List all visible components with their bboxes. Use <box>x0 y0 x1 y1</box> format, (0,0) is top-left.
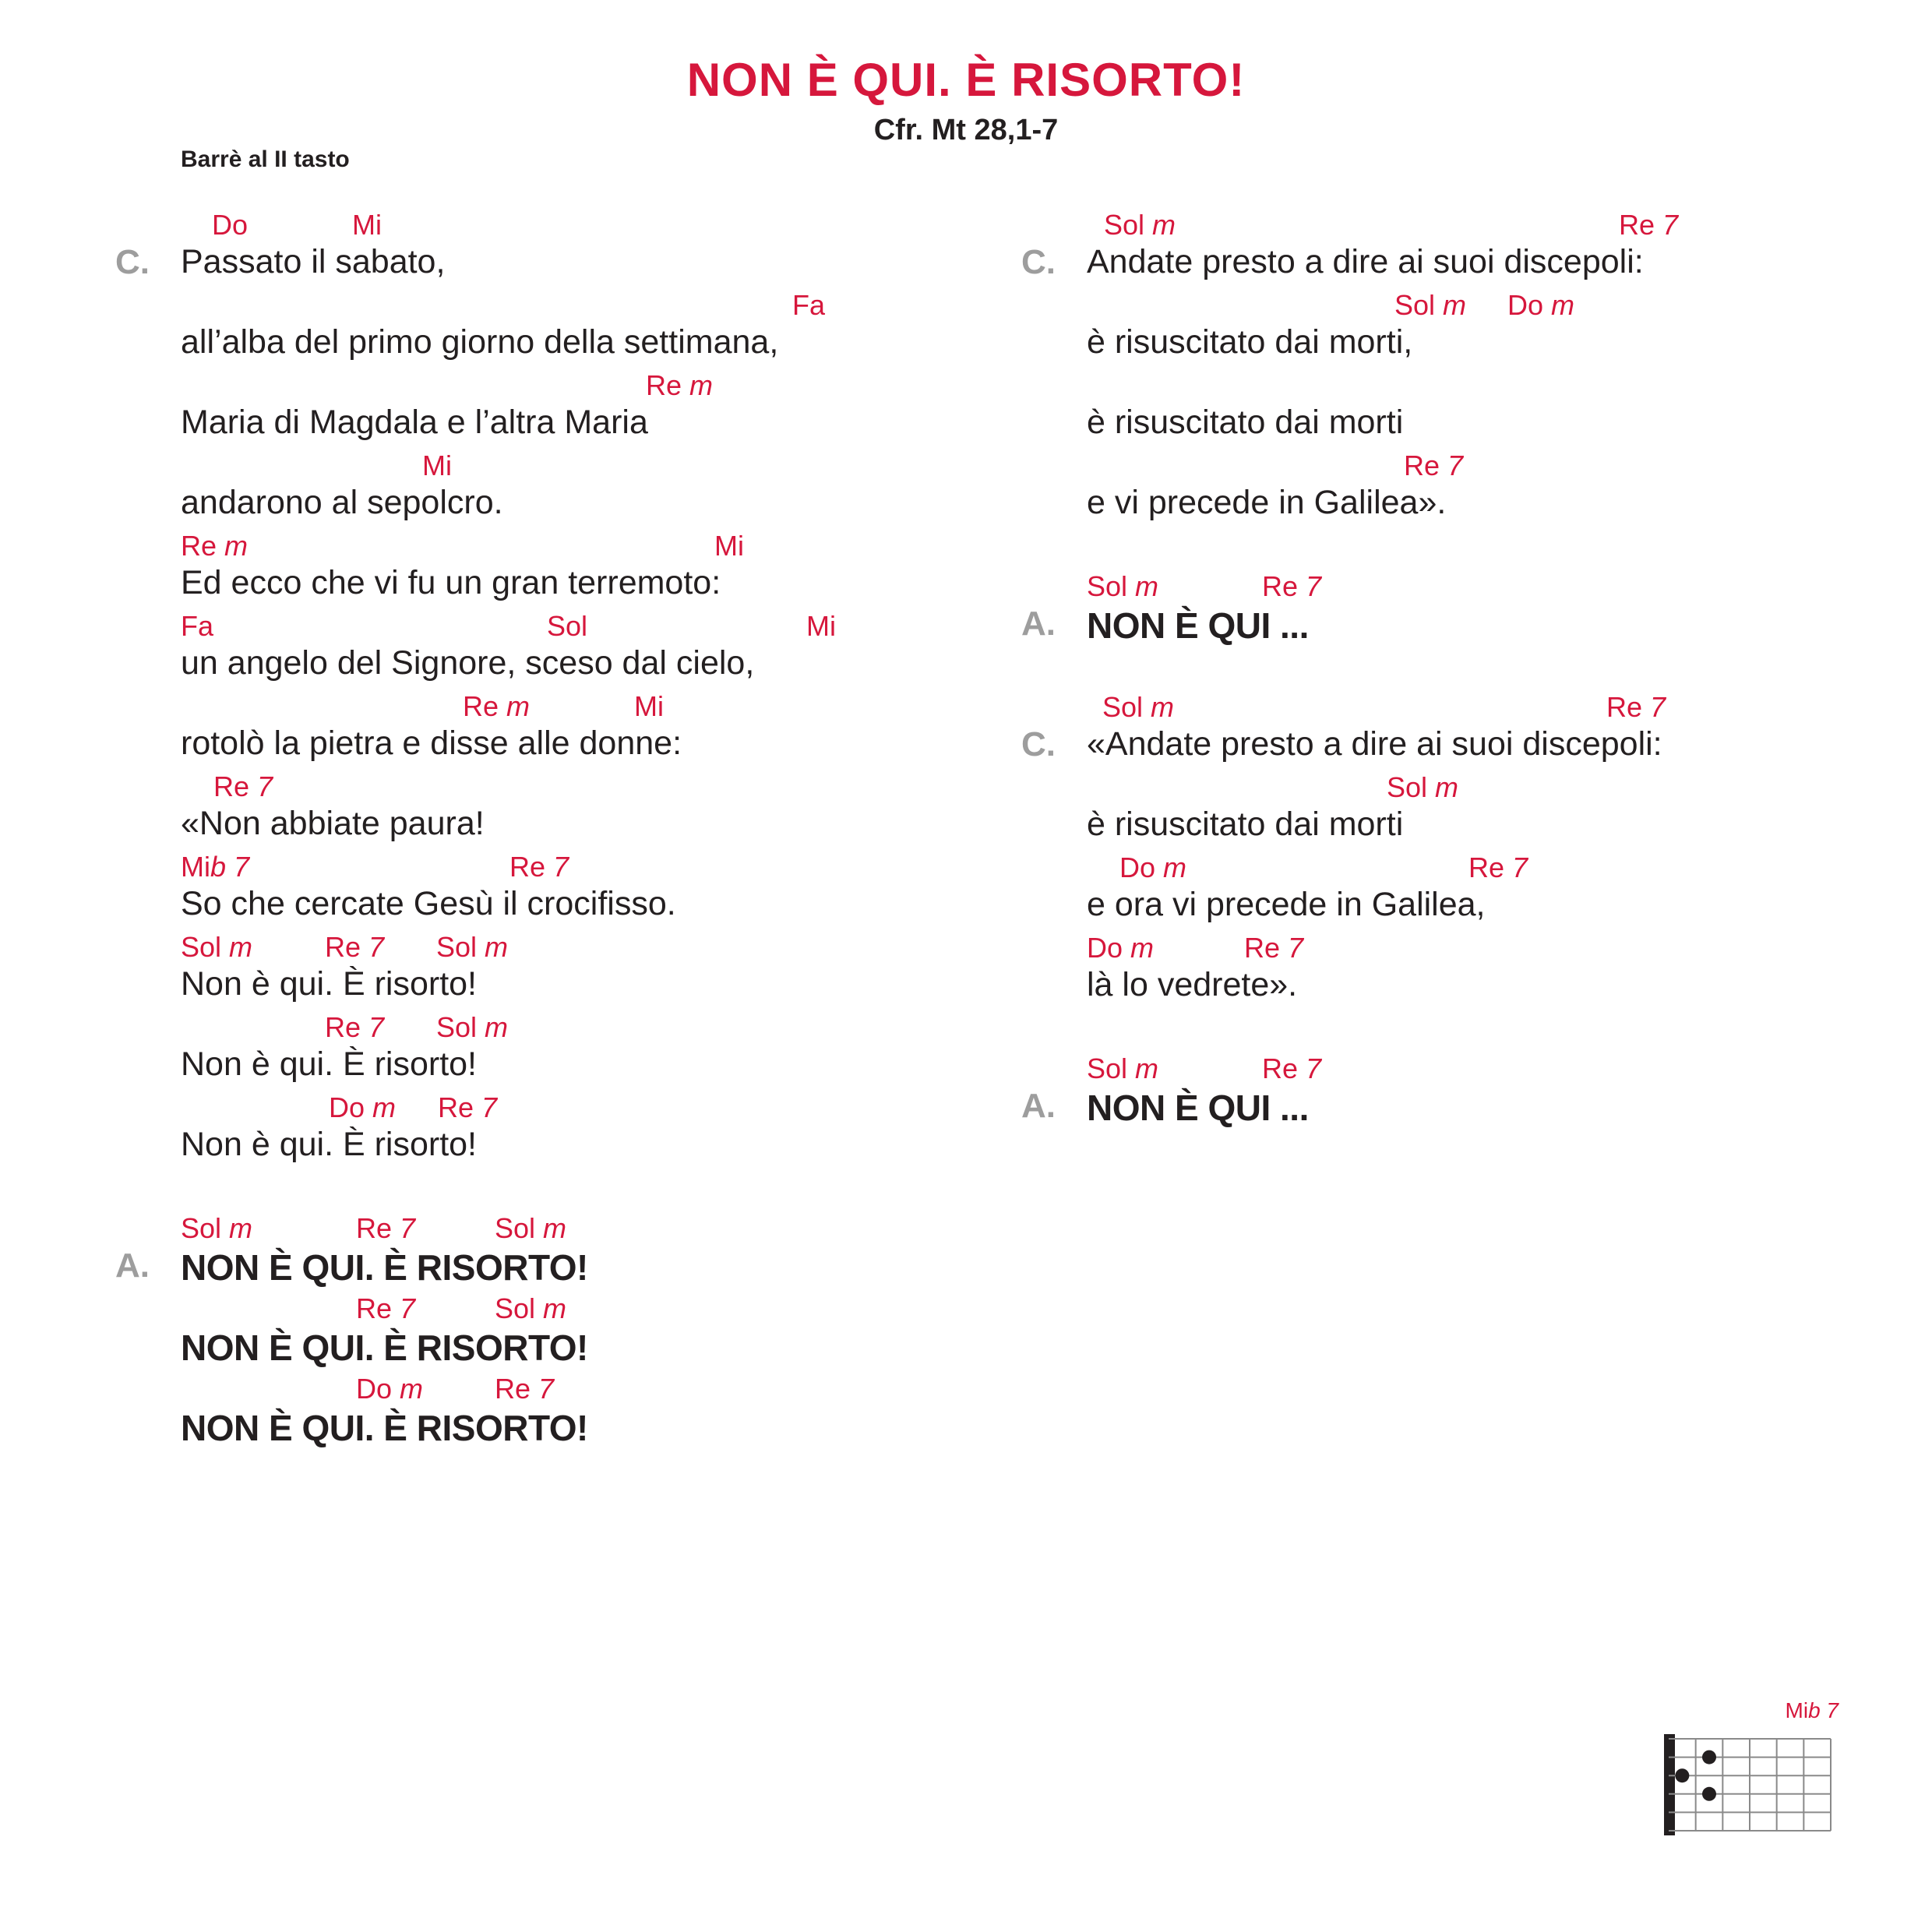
chord-quality: m <box>1435 771 1459 803</box>
cantor-lyric: «Non abbiate paura! <box>181 805 485 842</box>
diagram-finger-dot <box>1702 1750 1716 1765</box>
chord-symbol <box>1102 691 1174 724</box>
chord-symbol <box>356 1373 423 1405</box>
assembly-marker: A. <box>1021 1087 1056 1125</box>
chord-root: Mi <box>806 610 836 642</box>
chord-root: Mi <box>714 530 744 562</box>
chord-root: Mi <box>422 450 452 481</box>
chord-quality: 7 <box>481 1091 498 1123</box>
diagram-finger-dot <box>1702 1787 1716 1801</box>
chord-quality: 7 <box>400 1212 416 1244</box>
chord-root: Re <box>1619 209 1663 241</box>
chord-symbol <box>1087 932 1154 964</box>
chord-root: Re <box>646 369 690 401</box>
chord-symbol <box>1619 209 1678 242</box>
chord-symbol <box>181 1212 252 1245</box>
chord-symbol <box>436 1011 508 1044</box>
chord-root: Do <box>329 1091 373 1123</box>
chord-symbol <box>547 610 587 643</box>
chord-quality: m <box>224 530 249 562</box>
chord-quality: m <box>1152 209 1176 241</box>
chord-root: Re <box>213 770 258 802</box>
cantor-lyric: è risuscitato dai morti <box>1087 404 1404 441</box>
chord-symbol <box>1087 1052 1158 1085</box>
chord-symbol <box>352 209 382 242</box>
chord-quality: m <box>1443 289 1467 321</box>
chord-quality: 7 <box>1662 209 1679 241</box>
chord-symbol <box>325 1011 384 1044</box>
chord-symbol <box>1606 691 1666 724</box>
chord-root: Sol <box>436 931 485 963</box>
chord-symbol <box>436 931 508 964</box>
chord-symbol <box>1394 289 1466 322</box>
chord-root: Sol <box>1387 771 1436 803</box>
chord-symbol <box>1087 570 1158 603</box>
chord-root: Sol <box>181 1212 230 1244</box>
chord-quality: m <box>1551 289 1575 321</box>
chord-root: Sol <box>1087 570 1136 602</box>
assembly-lyric: NON È QUI. È RISORTO! <box>181 1408 588 1448</box>
chord-quality: m <box>1135 570 1159 602</box>
chord-root: Re <box>1468 851 1513 883</box>
chord-root: Sol <box>436 1011 485 1043</box>
diagram-nut <box>1664 1734 1675 1835</box>
chord-symbol <box>1244 932 1303 964</box>
chord-quality: 7 <box>1306 570 1322 602</box>
chord-root: Re <box>1606 691 1651 723</box>
chord-symbol <box>438 1091 497 1124</box>
chord-quality: 7 <box>1447 450 1464 481</box>
chord-quality: m <box>543 1212 567 1244</box>
chord-quality: m <box>1130 932 1155 964</box>
chord-root: Do <box>356 1373 400 1405</box>
song-title: NON È QUI. È RISORTO! <box>686 54 1246 106</box>
chord-symbol <box>1262 1052 1321 1085</box>
cantor-lyric: Andate presto a dire ai suoi discepoli: <box>1087 243 1644 280</box>
chord-root: Sol <box>495 1292 544 1324</box>
assembly-marker: A. <box>1021 605 1056 643</box>
cantor-lyric: Non è qui. È risorto! <box>181 1045 478 1083</box>
chord-symbol <box>646 369 713 402</box>
chord-root: Sol <box>1102 691 1151 723</box>
chord-diagram-grid <box>1659 1698 1839 1839</box>
cantor-lyric: rotolò la pietra e disse alle donne: <box>181 724 682 762</box>
chord-quality: m <box>1151 691 1175 723</box>
chord-root: Re <box>1404 450 1448 481</box>
chord-root: Re <box>509 851 554 883</box>
cantor-lyric: è risuscitato dai morti, <box>1087 323 1413 361</box>
chord-symbol <box>1262 570 1321 603</box>
assembly-lyric: NON È QUI ... <box>1087 1088 1309 1128</box>
chord-root: Sol <box>1104 209 1153 241</box>
chord-root: Do <box>1119 851 1164 883</box>
chord-symbol <box>212 209 248 242</box>
chord-symbol <box>509 851 569 883</box>
cantor-lyric: Maria di Magdala e l’altra Maria <box>181 404 648 441</box>
chord-quality: m <box>506 690 531 722</box>
chord-root: Re <box>325 931 369 963</box>
chord-root: Re <box>438 1091 482 1123</box>
cantor-lyric: là lo vedrete». <box>1087 966 1298 1003</box>
chord-symbol <box>1468 851 1528 884</box>
chord-root: Sol <box>1394 289 1444 321</box>
chord-symbol <box>1404 450 1463 482</box>
chord-quality: 7 <box>368 1011 385 1043</box>
chord-symbol <box>1119 851 1186 884</box>
chord-symbol <box>181 851 249 883</box>
chord-symbol <box>325 931 384 964</box>
diagram-finger-dot <box>1675 1768 1689 1782</box>
chord-quality: 7 <box>257 770 273 802</box>
chord-symbol <box>356 1292 415 1325</box>
chord-symbol <box>181 931 252 964</box>
capo-instruction: Barrè al II tasto <box>181 146 350 172</box>
cantor-lyric: e ora vi precede in Galilea, <box>1087 886 1486 923</box>
chord-symbol <box>463 690 530 723</box>
chord-root: Do <box>1507 289 1552 321</box>
chord-root: Re <box>1262 570 1306 602</box>
chord-symbol <box>792 289 825 322</box>
chord-root: Mi <box>181 851 210 883</box>
chord-symbol <box>1507 289 1574 322</box>
cantor-lyric: e vi precede in Galilea». <box>1087 484 1447 521</box>
chord-root: Sol <box>181 931 230 963</box>
chord-symbol <box>495 1212 566 1245</box>
chord-quality: m <box>1135 1052 1159 1084</box>
chord-root: Re <box>1262 1052 1306 1084</box>
cantor-marker: C. <box>1021 243 1056 281</box>
chord-quality: m <box>229 1212 253 1244</box>
cantor-marker: C. <box>1021 725 1056 763</box>
chord-quality: m <box>485 931 509 963</box>
scripture-reference: Cfr. Mt 28,1-7 <box>873 114 1059 146</box>
chord-quality: b 7 <box>210 851 250 883</box>
chord-root: Re <box>181 530 225 562</box>
chord-root: Re <box>356 1292 400 1324</box>
chord-root: Re <box>356 1212 400 1244</box>
chord-root: Re <box>325 1011 369 1043</box>
chord-quality: m <box>229 931 253 963</box>
chord-quality: m <box>689 369 714 401</box>
chord-symbol <box>634 690 664 723</box>
chord-quality: 7 <box>1288 932 1304 964</box>
chord-quality: 7 <box>368 931 385 963</box>
chord-diagram-root: Mi <box>1785 1698 1809 1722</box>
cantor-lyric: Non è qui. È risorto! <box>181 965 478 1003</box>
chord-root: Sol <box>547 610 588 642</box>
assembly-lyric: NON È QUI. È RISORTO! <box>181 1327 588 1368</box>
cantor-lyric: Non è qui. È risorto! <box>181 1126 478 1163</box>
chord-quality: 7 <box>1306 1052 1322 1084</box>
chord-root: Do <box>1087 932 1131 964</box>
chord-symbol <box>213 770 273 803</box>
chord-root: Do <box>212 209 249 241</box>
cantor-lyric: all’alba del primo giorno della settimana, <box>181 323 779 361</box>
chord-quality: 7 <box>538 1373 555 1405</box>
chord-quality: m <box>1163 851 1187 883</box>
chord-quality: m <box>372 1091 397 1123</box>
chord-symbol <box>181 610 213 643</box>
cantor-lyric: «Andate presto a dire ai suoi discepoli: <box>1087 725 1662 763</box>
chord-symbol <box>329 1091 396 1124</box>
assembly-lyric: NON È QUI. È RISORTO! <box>181 1247 588 1288</box>
chord-symbol <box>422 450 452 482</box>
chord-diagram-quality: b 7 <box>1808 1698 1839 1722</box>
cantor-lyric: andarono al sepolcro. <box>181 484 503 521</box>
cantor-lyric: Passato il sabato, <box>181 243 446 280</box>
chord-root: Sol <box>495 1212 544 1244</box>
chord-symbol <box>495 1292 566 1325</box>
chord-symbol <box>806 610 836 643</box>
chord-quality: 7 <box>400 1292 416 1324</box>
chord-symbol <box>714 530 744 562</box>
chord-symbol <box>356 1212 415 1245</box>
cantor-lyric: So che cercate Gesù il crocifisso. <box>181 885 676 922</box>
chord-quality: m <box>543 1292 567 1324</box>
chord-quality: m <box>400 1373 424 1405</box>
cantor-marker: C. <box>115 243 150 281</box>
cantor-lyric: un angelo del Signore, sceso dal cielo, <box>181 644 755 682</box>
assembly-marker: A. <box>115 1246 150 1285</box>
chord-root: Fa <box>181 610 214 642</box>
assembly-lyric: NON È QUI ... <box>1087 605 1309 646</box>
chord-symbol <box>181 530 248 562</box>
chord-symbol <box>1104 209 1176 242</box>
chord-root: Re <box>1244 932 1289 964</box>
chord-quality: 7 <box>1512 851 1528 883</box>
chord-root: Mi <box>634 690 664 722</box>
chord-quality: 7 <box>553 851 569 883</box>
chord-root: Sol <box>1087 1052 1136 1084</box>
chord-symbol <box>495 1373 554 1405</box>
chord-root: Re <box>495 1373 539 1405</box>
chord-root: Mi <box>352 209 382 241</box>
cantor-lyric: è risuscitato dai morti <box>1087 806 1404 843</box>
chord-quality: 7 <box>1650 691 1666 723</box>
chord-quality: m <box>485 1011 509 1043</box>
chord-root: Re <box>463 690 507 722</box>
chord-root: Fa <box>792 289 826 321</box>
cantor-lyric: Ed ecco che vi fu un gran terremoto: <box>181 564 721 601</box>
chord-symbol <box>1387 771 1458 804</box>
chord-diagram <box>1659 1698 1839 1839</box>
